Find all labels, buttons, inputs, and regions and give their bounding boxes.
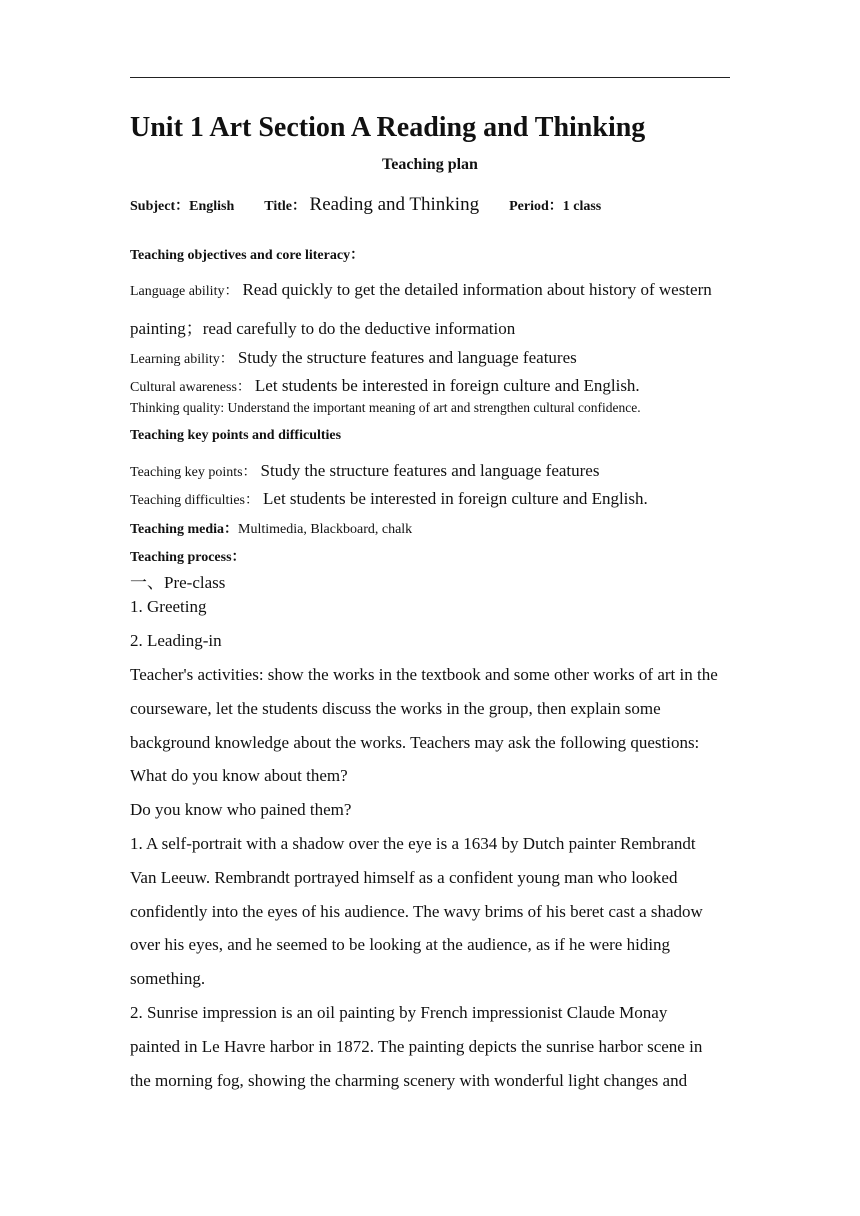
language-ability-text-continued: painting；read carefully to do the deductive information	[130, 319, 516, 338]
media-text: Multimedia, Blackboard, chalk	[238, 522, 413, 537]
period-label: Period：	[509, 199, 563, 214]
paragraph-line: the morning fog, showing the charming scenery with wonderful light changes and	[130, 1071, 688, 1090]
paragraph-line: something.	[130, 969, 206, 988]
title-label: Title：	[264, 199, 307, 214]
paragraph-line: Do you know who pained them?	[130, 800, 352, 819]
learning-ability-line	[130, 348, 577, 368]
media-label: Teaching media：	[130, 522, 238, 537]
key-points-label: Teaching key points：	[130, 465, 257, 480]
paragraph-line: painted in Le Havre harbor in 1872. The painting depicts the sunrise harbor scene in	[130, 1037, 703, 1056]
thinking-quality-line: Thinking quality: Understand the important meaning of art and strengthen cultural confidence.	[130, 400, 641, 415]
cultural-awareness-line	[130, 376, 640, 396]
period-value: 1 class	[562, 199, 602, 214]
title-value: Reading and Thinking	[309, 194, 480, 215]
language-ability-text: Read quickly to get the detailed information about history of western	[242, 280, 712, 299]
difficulties-line	[130, 489, 648, 509]
cultural-awareness-text: Let students be interested in foreign culture and English.	[254, 376, 640, 395]
process-step-greeting: 1. Greeting	[130, 597, 207, 616]
learning-ability-text: Study the structure features and language features	[237, 348, 577, 367]
paragraph-line: background knowledge about the works. Teachers may ask the following questions:	[130, 733, 700, 752]
paragraph-line: courseware, let the students discuss the works in the group, then explain some	[130, 699, 661, 718]
subject-value: English	[189, 199, 235, 214]
header-rule	[130, 77, 730, 78]
document-subtitle: Teaching plan	[382, 156, 478, 173]
paragraph-line: What do you know about them?	[130, 766, 348, 785]
meta-line	[130, 194, 601, 216]
difficulties-text: Let students be interested in foreign culture and English.	[263, 489, 648, 508]
paragraph-line: confidently into the eyes of his audience. The wavy brims of his beret cast a shadow	[130, 902, 703, 921]
cultural-awareness-label: Cultural awareness：	[130, 380, 251, 395]
process-step-leading-in: 2. Leading-in	[130, 631, 222, 650]
language-ability-label: Language ability：	[130, 284, 239, 299]
paragraph-line: over his eyes, and he seemed to be looking at the audience, as if he were hiding	[130, 935, 671, 954]
difficulties-label: Teaching difficulties：	[130, 493, 260, 508]
media-line	[130, 518, 412, 538]
paragraph-line: 1. A self-portrait with a shadow over the eye is a 1634 by Dutch painter Rembrandt	[130, 834, 696, 853]
language-ability-line	[130, 280, 712, 300]
process-heading: Teaching process：	[130, 550, 246, 565]
subject-label: Subject：	[130, 199, 190, 214]
key-points-heading: Teaching key points and difficulties	[130, 428, 342, 443]
learning-ability-label: Learning ability：	[130, 352, 234, 367]
document-title: Unit 1 Art Section A Reading and Thinking	[130, 112, 646, 143]
objectives-heading: Teaching objectives and core literacy：	[130, 248, 365, 263]
paragraph-line: 2. Sunrise impression is an oil painting by French impressionist Claude Monay	[130, 1003, 668, 1022]
paragraph-line: Teacher's activities: show the works in the textbook and some other works of art in the	[130, 665, 718, 684]
process-section-1: 一、Pre-class	[130, 573, 226, 592]
key-points-text: Study the structure features and language features	[260, 461, 600, 480]
paragraph-line: Van Leeuw. Rembrandt portrayed himself as a confident young man who looked	[130, 868, 678, 887]
key-points-line	[130, 461, 599, 481]
